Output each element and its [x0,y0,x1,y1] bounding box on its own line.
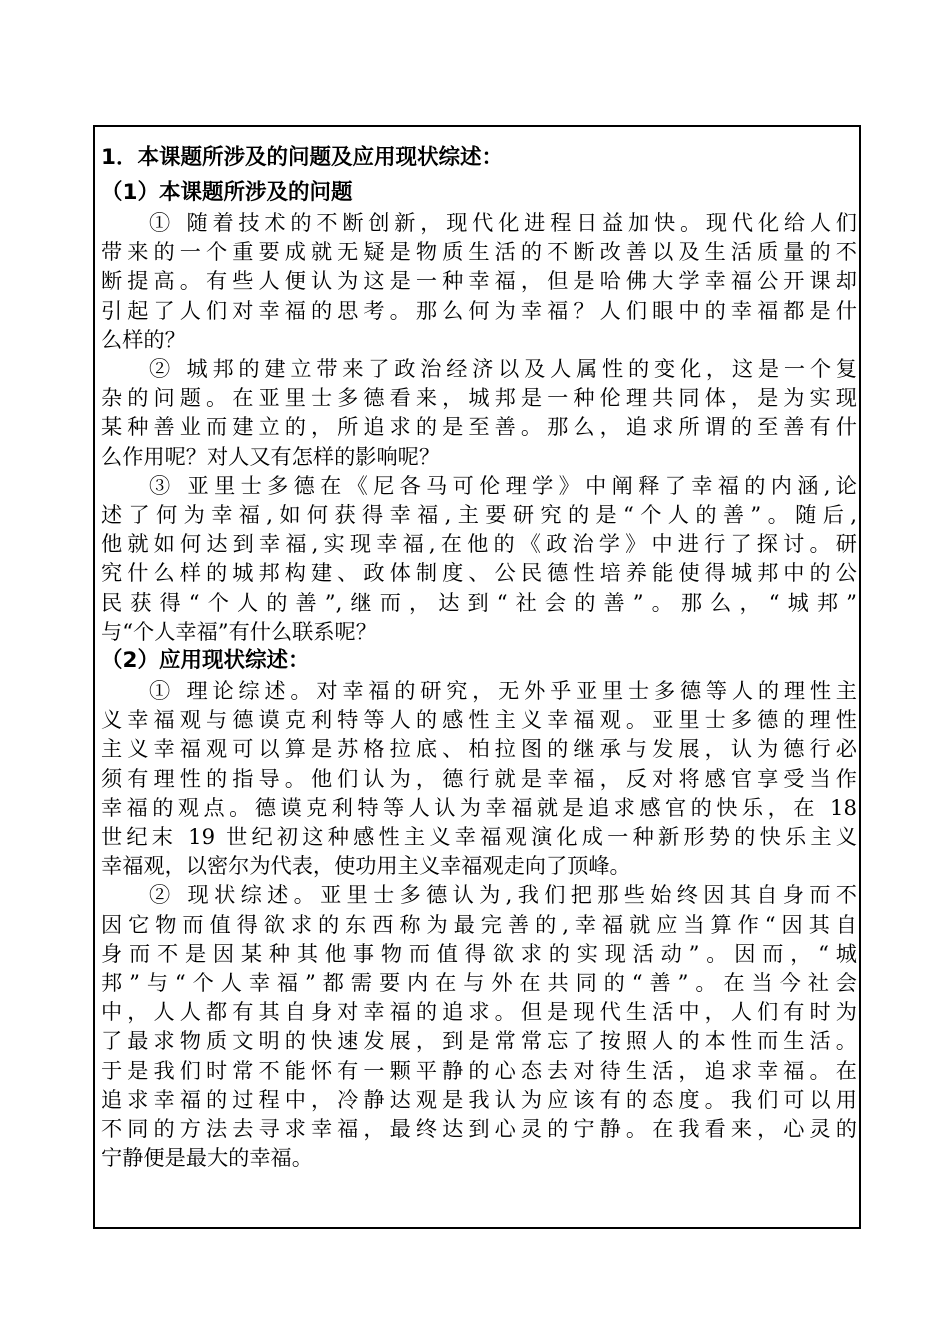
paragraph-status-2 [101,880,857,1172]
text-line: 不同的方法去寻求幸福，最终达到心灵的宁静。在我看来，心灵的 [101,1116,857,1142]
text-line: 述了何为幸福,如何获得幸福,主要研究的是“个人的善”。随后, [101,502,857,528]
text-line: 断提高。有些人便认为这是一种幸福，但是哈佛大学幸福公开课却 [101,268,857,294]
paragraph-status-1 [101,676,857,880]
section-title-issues: （1）本课题所涉及的问题 [101,180,353,205]
text-line: 义幸福观与德谟克利特等人的感性主义幸福观。亚里士多德的理性 [101,707,857,733]
text-line: 某种善业而建立的，所追求的是至善。那么，追求所谓的至善有什 [101,414,857,440]
text-line: 于是我们时常不能怀有一颗平静的心态去对待生活，追求幸福。在 [101,1057,857,1083]
text-line: 杂的问题。在亚里士多德看来，城邦是一种伦理共同体，是为实现 [101,385,857,411]
text-line: 因它物而值得欲求的东西称为最完善的,幸福就应当算作“因其自 [101,911,857,937]
text-line: 他就如何达到幸福,实现幸福,在他的《政治学》中进行了探讨。研 [101,531,857,557]
text-line: ② 现状综述。亚里士多德认为,我们把那些始终因其自身而不 [149,882,857,908]
text-line: 民获得“个人的善”,继而，达到“社会的善”。那么，“城邦” [101,589,857,615]
paragraph-issue-2 [101,354,857,471]
paragraph-issue-3 [101,471,857,646]
text-line: 么样的？ [101,326,186,352]
text-line: ③ 亚里士多德在《尼各马可伦理学》中阐释了幸福的内涵,论 [149,472,857,498]
text-line: 带来的一个重要成就无疑是物质生活的不断改善以及生活质量的不 [101,239,857,265]
paragraph-issue-1 [101,208,857,354]
text-line: 引起了人们对幸福的思考。那么何为幸福？人们眼中的幸福都是什 [101,297,857,323]
text-line: 中，人人都有其自身对幸福的追求。但是现代生活中，人们有时为 [101,999,857,1025]
text-line: 幸福的观点。德谟克利特等人认为幸福就是追求感官的快乐，在 18 [101,794,857,820]
text-line: 了最求物质文明的快速发展，到是常常忘了按照人的本性而生活。 [101,1028,857,1054]
text-line: 幸福观，以密尔为代表，使功用主义幸福观走向了顶峰。 [101,853,631,879]
section-title-status: （2）应用现状综述： [101,648,310,674]
text-line: 须有理性的指导。他们认为，德行就是幸福，反对将感官享受当作 [101,765,857,791]
main-heading: 1．本课题所涉及的问题及应用现状综述： [101,145,503,170]
text-line: 世纪末 19 世纪初这种感性主义幸福观演化成一种新形势的快乐主义 [101,824,857,850]
text-line: 与“个人幸福”有什么联系呢？ [101,618,377,644]
text-line: 究什么样的城邦构建、政体制度、公民德性培养能使得城邦中的公 [101,560,857,586]
text-line: ① 理论综述。对幸福的研究，无外乎亚里士多德等人的理性主 [149,678,857,704]
text-line: 主义幸福观可以算是苏格拉底、柏拉图的继承与发展，认为德行必 [101,736,857,762]
text-line: 邦”与“个人幸福”都需要内在与外在共同的“善”。在当今社会 [101,970,857,996]
text-line: 宁静便是最大的幸福。 [101,1145,313,1171]
text-line: ① 随着技术的不断创新，现代化进程日益加快。现代化给人们 [149,210,857,235]
text-line: ② 城邦的建立带来了政治经济以及人属性的变化，这是一个复 [149,356,857,382]
document-content [101,138,857,1173]
text-line: 么作用呢？对人又有怎样的影响呢？ [101,443,441,469]
text-line: 身而不是因某种其他事物而值得欲求的实现活动”。因而，“城 [101,940,857,966]
text-line: 追求幸福的过程中，冷静达观是我认为应该有的态度。我们可以用 [101,1086,857,1112]
